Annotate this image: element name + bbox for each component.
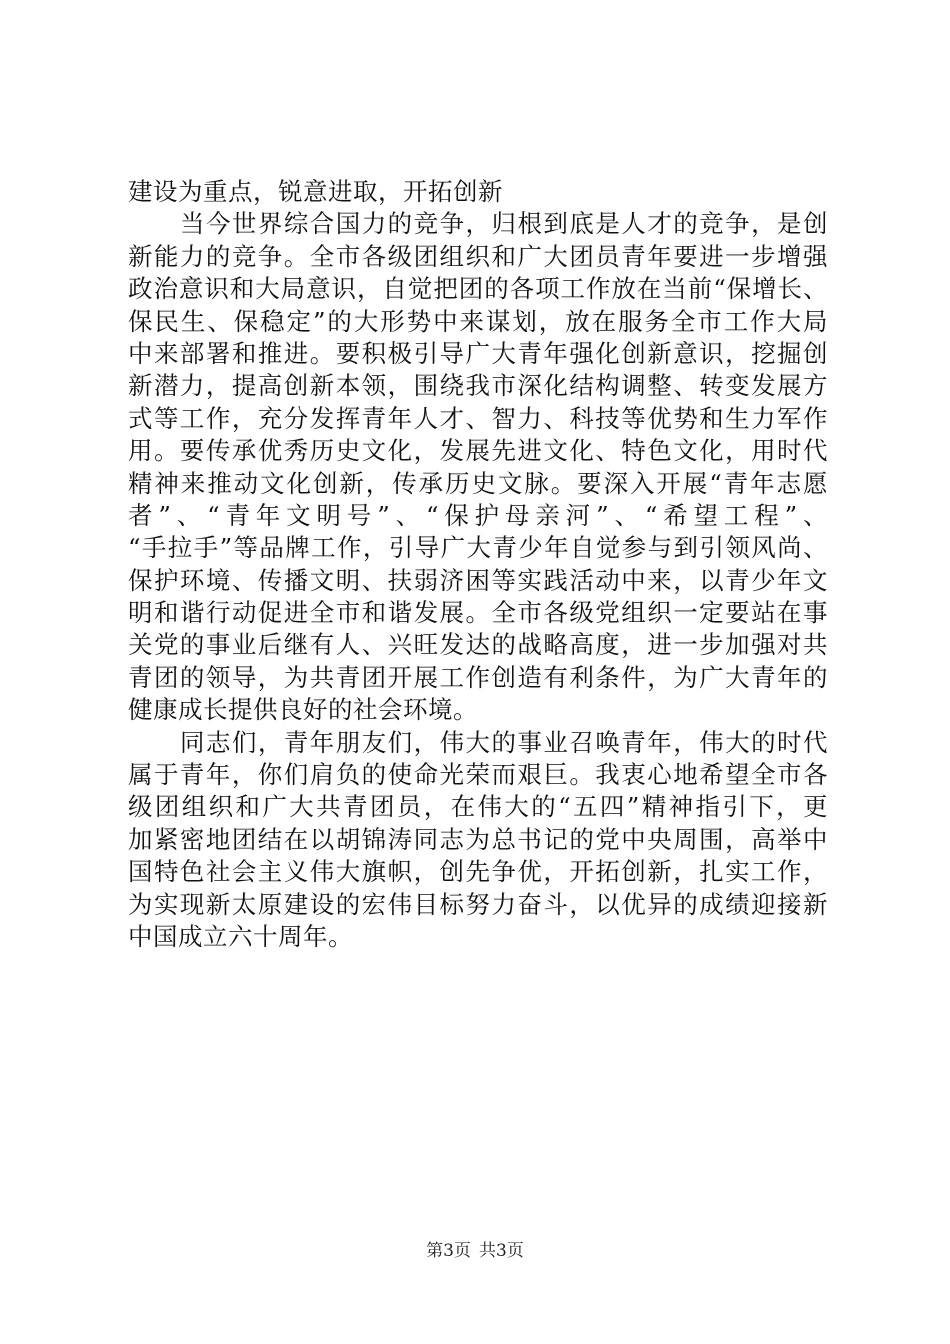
text-line: 为实现新太原建设的宏伟目标努力奋斗，以优异的成绩迎接新 [128,889,828,919]
text-line: 用。要传承优秀历史文化，发展先进文化、特色文化，用时代 [128,436,828,466]
text-line: 保护环境、传播文明、扶弱济困等实践活动中来，以青少年文 [128,565,828,595]
text-line: 青团的领导，为共青团开展工作创造有利条件，为广大青年的 [128,662,828,692]
text-line: 中国成立六十周年。 [128,921,353,951]
text-line: 新潜力，提高创新本领，围绕我市深化结构调整、转变发展方 [128,371,828,401]
text-line: 明和谐行动促进全市和谐发展。全市各级党组织一定要站在事 [128,598,828,628]
body-text [128,176,828,953]
text-line: 式等工作，充分发挥青年人才、智力、科技等优势和生力军作 [128,403,828,433]
text-line: 加紧密地团结在以胡锦涛同志为总书记的党中央周围，高举中 [128,824,828,854]
text-line: 新能力的竞争。全市各级团组织和广大团员青年要进一步增强 [128,241,828,271]
text-line: 当今世界综合国力的竞争，归根到底是人才的竞争，是创 [180,209,828,239]
text-line: 建设为重点，锐意进取，开拓创新 [128,177,503,206]
text-line: 属于青年，你们肩负的使命光荣而艰巨。我衷心地希望全市各 [128,760,828,790]
text-line: 保民生、保稳定”的大形势中来谋划，放在服务全市工作大局 [128,306,828,336]
text-line: 中来部署和推进。要积极引导广大青年强化创新意识，挖掘创 [128,338,828,368]
page-number: 第3页 [426,1241,471,1261]
text-line: 国特色社会主义伟大旗帜，创先争优，开拓创新，扎实工作， [128,857,828,887]
page-total: 共3页 [479,1241,524,1261]
page-footer [0,1240,950,1262]
text-line: 健康成长提供良好的社会环境。 [128,695,478,725]
text-line: 同志们，青年朋友们，伟大的事业召唤青年，伟大的时代 [180,727,828,757]
text-line: 政治意识和大局意识，自觉把团的各项工作放在当前“保增长、 [128,274,828,304]
text-line: 关党的事业后继有人、兴旺发达的战略高度，进一步加强对共 [128,630,828,660]
text-line: “手拉手”等品牌工作，引导广大青少年自觉参与到引领风尚、 [128,533,828,563]
text-line: 级团组织和广大共青团员，在伟大的“五四”精神指引下，更 [128,792,828,822]
text-line: 者”、“青年文明号”、“保护母亲河”、“希望工程”、 [128,500,828,530]
text-line: 精神来推动文化创新，传承历史文脉。要深入开展“青年志愿 [128,468,828,498]
